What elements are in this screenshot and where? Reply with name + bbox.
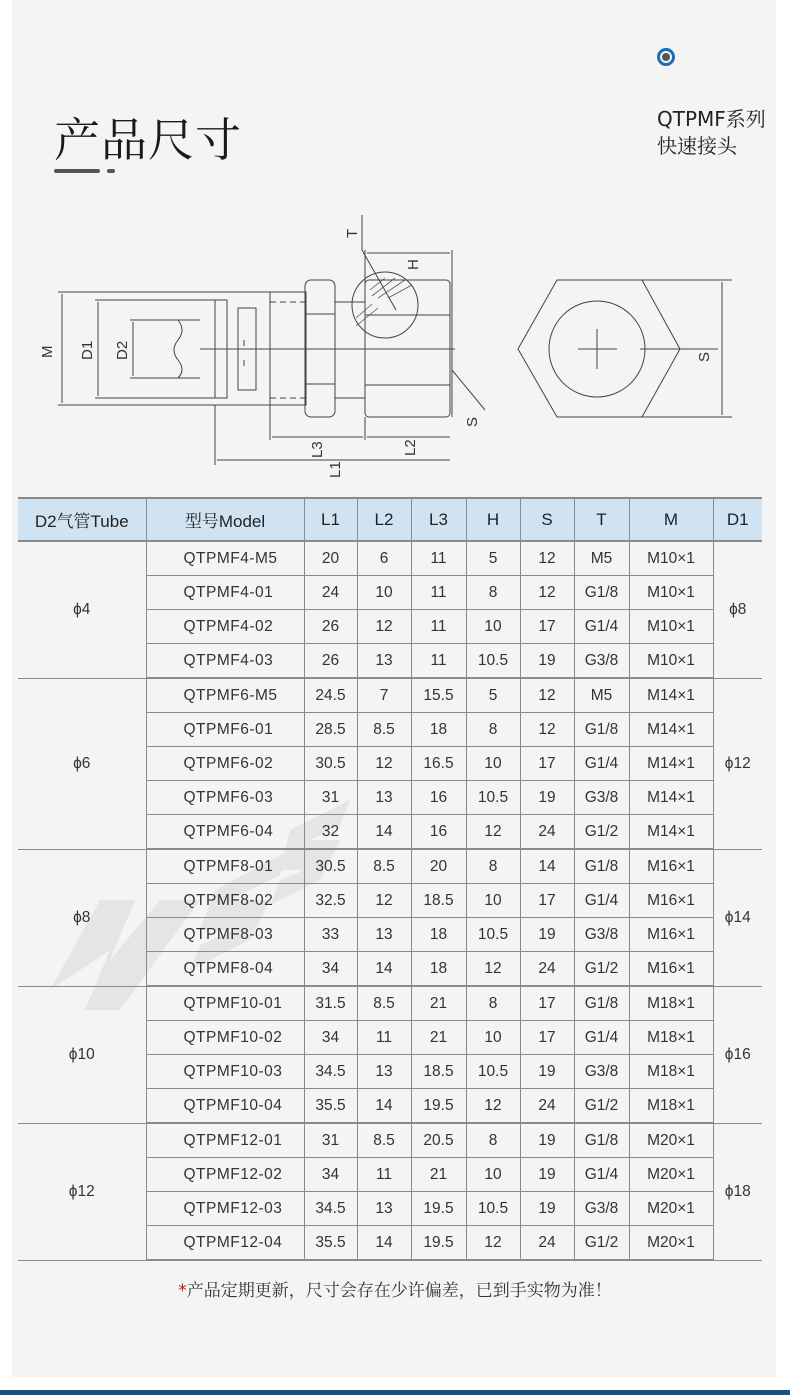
cell-model: QTPMF8-04 xyxy=(146,952,304,987)
cell-l1: 32 xyxy=(304,815,357,850)
cell-model: QTPMF6-03 xyxy=(146,781,304,815)
cell-l3: 18 xyxy=(411,918,466,952)
table-row xyxy=(18,849,762,884)
cell-l1: 24.5 xyxy=(304,678,357,713)
cell-l1: 31 xyxy=(304,1123,357,1158)
cell-d1: ϕ8 xyxy=(713,541,762,678)
cell-l3: 18 xyxy=(411,713,466,747)
cell-model: QTPMF8-01 xyxy=(146,849,304,884)
cell-h: 12 xyxy=(466,1089,520,1124)
cell-model: QTPMF6-01 xyxy=(146,713,304,747)
cell-m: M20×1 xyxy=(629,1158,713,1192)
cell-s: 19 xyxy=(520,1055,574,1089)
label-L3: L3 xyxy=(309,441,326,458)
cell-m: M14×1 xyxy=(629,781,713,815)
cell-m: M14×1 xyxy=(629,747,713,781)
cell-h: 12 xyxy=(466,1226,520,1261)
cell-s: 12 xyxy=(520,678,574,713)
cell-t: G1/2 xyxy=(574,1089,629,1124)
page-title: 产品尺寸 xyxy=(54,113,242,167)
cell-s: 17 xyxy=(520,747,574,781)
cell-m: M10×1 xyxy=(629,610,713,644)
cell-l1: 34 xyxy=(304,952,357,987)
cell-t: G1/2 xyxy=(574,1226,629,1261)
cell-l3: 16 xyxy=(411,815,466,850)
cell-l3: 16.5 xyxy=(411,747,466,781)
cell-tube-diameter: ϕ12 xyxy=(18,1123,146,1260)
label-D2: D2 xyxy=(114,340,131,360)
cell-s: 24 xyxy=(520,952,574,987)
cell-t: G1/4 xyxy=(574,1158,629,1192)
cell-model: QTPMF12-02 xyxy=(146,1158,304,1192)
cell-s: 24 xyxy=(520,815,574,850)
cell-h: 10 xyxy=(466,1158,520,1192)
cell-l2: 8.5 xyxy=(357,986,411,1021)
cell-l3: 11 xyxy=(411,541,466,576)
label-M: M xyxy=(39,345,56,358)
cell-t: G3/8 xyxy=(574,918,629,952)
cell-l3: 19.5 xyxy=(411,1226,466,1261)
cell-l2: 12 xyxy=(357,747,411,781)
cell-l2: 14 xyxy=(357,1089,411,1124)
cell-m: M14×1 xyxy=(629,713,713,747)
cell-model: QTPMF12-01 xyxy=(146,1123,304,1158)
title-underline xyxy=(54,169,100,173)
cell-t: M5 xyxy=(574,541,629,576)
col-header-m: M xyxy=(629,498,713,541)
col-header-d1: D1 xyxy=(713,498,762,541)
cell-m: M14×1 xyxy=(629,678,713,713)
cell-l1: 33 xyxy=(304,918,357,952)
cell-m: M16×1 xyxy=(629,884,713,918)
cell-l3: 18 xyxy=(411,952,466,987)
dimension-drawing xyxy=(30,200,750,485)
cell-h: 12 xyxy=(466,815,520,850)
cell-s: 19 xyxy=(520,1192,574,1226)
cell-t: M5 xyxy=(574,678,629,713)
cell-l2: 11 xyxy=(357,1158,411,1192)
cell-l1: 31 xyxy=(304,781,357,815)
cell-l2: 8.5 xyxy=(357,849,411,884)
cell-m: M10×1 xyxy=(629,644,713,679)
cell-l3: 15.5 xyxy=(411,678,466,713)
cell-h: 10 xyxy=(466,747,520,781)
cell-l2: 11 xyxy=(357,1021,411,1055)
cell-l2: 13 xyxy=(357,918,411,952)
cell-model: QTPMF12-03 xyxy=(146,1192,304,1226)
cell-s: 19 xyxy=(520,644,574,679)
cell-h: 10 xyxy=(466,610,520,644)
cell-l1: 35.5 xyxy=(304,1226,357,1261)
cell-l3: 11 xyxy=(411,576,466,610)
cell-l1: 34 xyxy=(304,1158,357,1192)
cell-l1: 26 xyxy=(304,644,357,679)
label-L2: L2 xyxy=(402,439,419,456)
cell-s: 24 xyxy=(520,1089,574,1124)
cell-l3: 11 xyxy=(411,644,466,679)
cell-l2: 13 xyxy=(357,781,411,815)
cell-d1: ϕ12 xyxy=(713,678,762,849)
cell-l3: 20 xyxy=(411,849,466,884)
cell-h: 8 xyxy=(466,1123,520,1158)
cell-l3: 18.5 xyxy=(411,1055,466,1089)
cell-m: M20×1 xyxy=(629,1123,713,1158)
cell-m: M18×1 xyxy=(629,986,713,1021)
col-header-l3: L3 xyxy=(411,498,466,541)
cell-t: G1/8 xyxy=(574,986,629,1021)
cell-l1: 28.5 xyxy=(304,713,357,747)
cell-t: G1/2 xyxy=(574,815,629,850)
cell-model: QTPMF10-04 xyxy=(146,1089,304,1124)
cell-l3: 11 xyxy=(411,610,466,644)
cell-s: 12 xyxy=(520,541,574,576)
cell-t: G1/4 xyxy=(574,747,629,781)
cell-l3: 20.5 xyxy=(411,1123,466,1158)
cell-t: G3/8 xyxy=(574,781,629,815)
cell-l2: 13 xyxy=(357,1055,411,1089)
cell-s: 17 xyxy=(520,986,574,1021)
cell-t: G1/8 xyxy=(574,713,629,747)
cell-m: M18×1 xyxy=(629,1021,713,1055)
cell-l2: 13 xyxy=(357,1192,411,1226)
cell-model: QTPMF10-02 xyxy=(146,1021,304,1055)
cell-s: 12 xyxy=(520,576,574,610)
cell-d1: ϕ16 xyxy=(713,986,762,1123)
cell-s: 17 xyxy=(520,1021,574,1055)
cell-tube-diameter: ϕ4 xyxy=(18,541,146,678)
cell-l3: 21 xyxy=(411,1158,466,1192)
cell-model: QTPMF6-02 xyxy=(146,747,304,781)
cell-model: QTPMF4-03 xyxy=(146,644,304,679)
cell-m: M20×1 xyxy=(629,1192,713,1226)
cell-m: M10×1 xyxy=(629,576,713,610)
cell-m: M16×1 xyxy=(629,952,713,987)
cell-h: 10 xyxy=(466,1021,520,1055)
cell-m: M20×1 xyxy=(629,1226,713,1261)
table-row xyxy=(18,541,762,576)
cell-model: QTPMF12-04 xyxy=(146,1226,304,1261)
disclaimer-note xyxy=(0,1276,790,1301)
cell-tube-diameter: ϕ8 xyxy=(18,849,146,986)
bottom-bar xyxy=(0,1390,790,1395)
col-header-s: S xyxy=(520,498,574,541)
cell-model: QTPMF8-03 xyxy=(146,918,304,952)
cell-l3: 18.5 xyxy=(411,884,466,918)
cell-s: 24 xyxy=(520,1226,574,1261)
cell-h: 8 xyxy=(466,576,520,610)
cell-model: QTPMF6-M5 xyxy=(146,678,304,713)
table-row xyxy=(18,986,762,1021)
cell-m: M18×1 xyxy=(629,1055,713,1089)
note-asterisk: * xyxy=(178,1281,187,1301)
dimension-table xyxy=(18,497,762,1261)
title-underline-dot xyxy=(107,169,115,173)
cell-h: 5 xyxy=(466,678,520,713)
cell-l1: 30.5 xyxy=(304,747,357,781)
cell-l2: 14 xyxy=(357,1226,411,1261)
label-S-end: S xyxy=(696,351,713,362)
cell-tube-diameter: ϕ10 xyxy=(18,986,146,1123)
cell-h: 10.5 xyxy=(466,644,520,679)
cell-s: 19 xyxy=(520,918,574,952)
cell-h: 8 xyxy=(466,849,520,884)
cell-l1: 24 xyxy=(304,576,357,610)
cell-model: QTPMF10-03 xyxy=(146,1055,304,1089)
label-S: S xyxy=(464,416,481,427)
col-header-model: 型号Model xyxy=(146,498,304,541)
col-header-l1: L1 xyxy=(304,498,357,541)
cell-l2: 7 xyxy=(357,678,411,713)
cell-s: 17 xyxy=(520,884,574,918)
cell-l1: 32.5 xyxy=(304,884,357,918)
cell-m: M10×1 xyxy=(629,541,713,576)
cell-h: 10.5 xyxy=(466,1055,520,1089)
cell-s: 19 xyxy=(520,1158,574,1192)
cell-t: G1/2 xyxy=(574,952,629,987)
cell-model: QTPMF8-02 xyxy=(146,884,304,918)
cell-l2: 13 xyxy=(357,644,411,679)
cell-model: QTPMF4-01 xyxy=(146,576,304,610)
cell-model: QTPMF4-02 xyxy=(146,610,304,644)
cell-l3: 21 xyxy=(411,986,466,1021)
cell-l1: 30.5 xyxy=(304,849,357,884)
cell-t: G3/8 xyxy=(574,1192,629,1226)
col-header-h: H xyxy=(466,498,520,541)
cell-h: 10 xyxy=(466,884,520,918)
cell-l3: 21 xyxy=(411,1021,466,1055)
cell-l1: 34.5 xyxy=(304,1192,357,1226)
cell-h: 10.5 xyxy=(466,918,520,952)
cell-l2: 8.5 xyxy=(357,713,411,747)
table-body xyxy=(18,541,762,1260)
cell-l2: 12 xyxy=(357,884,411,918)
cell-l2: 8.5 xyxy=(357,1123,411,1158)
cell-s: 14 xyxy=(520,849,574,884)
table-row xyxy=(18,1123,762,1158)
cell-s: 19 xyxy=(520,781,574,815)
cell-h: 8 xyxy=(466,986,520,1021)
cell-l3: 16 xyxy=(411,781,466,815)
cell-l1: 26 xyxy=(304,610,357,644)
cell-t: G1/4 xyxy=(574,610,629,644)
cell-s: 17 xyxy=(520,610,574,644)
cell-t: G1/8 xyxy=(574,576,629,610)
cell-model: QTPMF10-01 xyxy=(146,986,304,1021)
col-header-t: T xyxy=(574,498,629,541)
cell-d1: ϕ18 xyxy=(713,1123,762,1260)
cell-h: 8 xyxy=(466,713,520,747)
cell-l2: 6 xyxy=(357,541,411,576)
cell-l2: 14 xyxy=(357,952,411,987)
cell-t: G1/4 xyxy=(574,884,629,918)
cell-d1: ϕ14 xyxy=(713,849,762,986)
cell-t: G1/4 xyxy=(574,1021,629,1055)
cell-t: G3/8 xyxy=(574,644,629,679)
bullet-circle-icon xyxy=(657,48,675,66)
cell-model: QTPMF6-04 xyxy=(146,815,304,850)
cell-l1: 35.5 xyxy=(304,1089,357,1124)
cell-m: M18×1 xyxy=(629,1089,713,1124)
cell-l1: 34.5 xyxy=(304,1055,357,1089)
cell-m: M16×1 xyxy=(629,849,713,884)
label-T: T xyxy=(344,228,361,238)
series-label xyxy=(657,106,766,160)
col-header-tube: D2气管Tube xyxy=(18,498,146,541)
cell-h: 5 xyxy=(466,541,520,576)
cell-tube-diameter: ϕ6 xyxy=(18,678,146,849)
label-L1: L1 xyxy=(327,461,344,478)
cell-l1: 34 xyxy=(304,1021,357,1055)
cell-h: 10.5 xyxy=(466,1192,520,1226)
cell-l2: 14 xyxy=(357,815,411,850)
cell-l1: 31.5 xyxy=(304,986,357,1021)
table-row xyxy=(18,678,762,713)
cell-s: 19 xyxy=(520,1123,574,1158)
cell-h: 12 xyxy=(466,952,520,987)
cell-t: G1/8 xyxy=(574,849,629,884)
cell-m: M14×1 xyxy=(629,815,713,850)
cell-h: 10.5 xyxy=(466,781,520,815)
label-D1: D1 xyxy=(79,340,96,360)
cell-m: M16×1 xyxy=(629,918,713,952)
cell-l2: 10 xyxy=(357,576,411,610)
cell-l3: 19.5 xyxy=(411,1192,466,1226)
cell-l2: 12 xyxy=(357,610,411,644)
table-header-row xyxy=(18,498,762,541)
cell-t: G3/8 xyxy=(574,1055,629,1089)
series-type: 快速接头 xyxy=(657,134,737,158)
cell-l1: 20 xyxy=(304,541,357,576)
label-H: H xyxy=(405,259,422,270)
col-header-l2: L2 xyxy=(357,498,411,541)
cell-t: G1/8 xyxy=(574,1123,629,1158)
series-name: QTPMF系列 xyxy=(657,107,766,131)
cell-model: QTPMF4-M5 xyxy=(146,541,304,576)
note-text: 产品定期更新，尺寸会存在少许偏差，已到手实物为准！ xyxy=(186,1281,612,1301)
cell-l3: 19.5 xyxy=(411,1089,466,1124)
cell-s: 12 xyxy=(520,713,574,747)
